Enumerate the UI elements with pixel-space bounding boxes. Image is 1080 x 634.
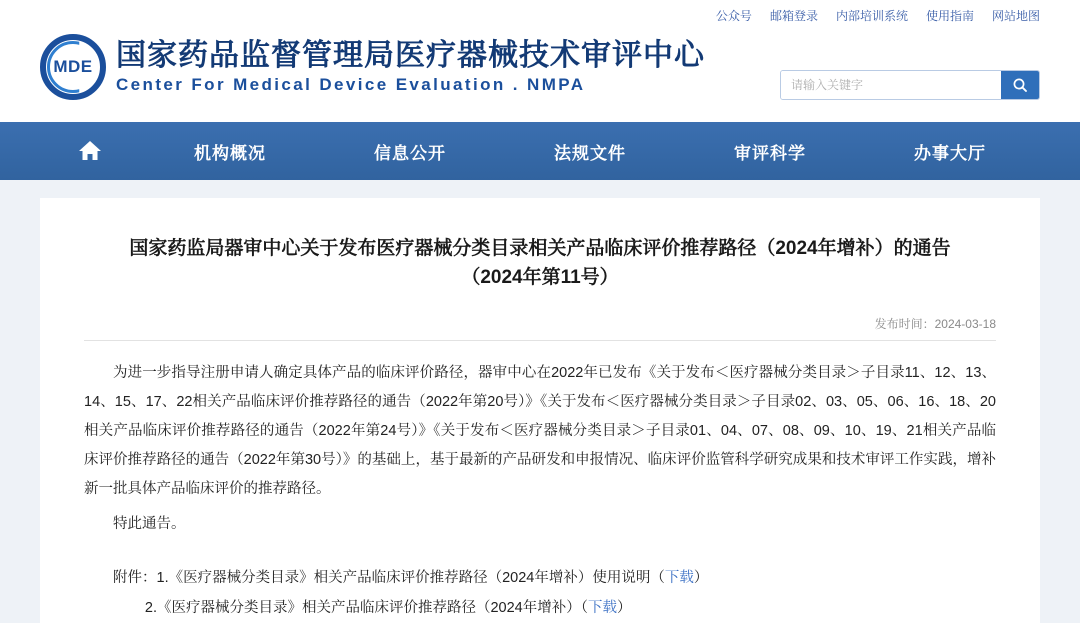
publish-date: 2024-03-18	[934, 316, 996, 331]
page-title-line2: （2024年第11号）	[461, 267, 619, 289]
article-paragraph-1: 为进一步指导注册申请人确定具体产品的临床评价路径，器审中心在2022年已发布《关于发布＜医疗器械分类目录＞子目录11、12、13、14、15、17、22相关产品临床评价推荐路径的通告（2022年第20号）》《关于发布＜医疗器械分类目录＞子目录02、03、05、06、16、18、20相关产品临床评价推荐路径的通告（2022年第24号）》《关于发布＜医疗器械分类目录＞子目录01、04、07、08、09、10、19、21相关产品临床评价推荐路径的通告（2022年第30号）》的基础上，基于最新的产品研发和申报情况、临床评价监管科学研究成果和技术审评工作实践，增补新一批具体产品临床评价的推荐路径。	[84, 364, 996, 497]
article-card	[40, 198, 1040, 634]
attachment-2-title: 《医疗器械分类目录》相关产品临床评价推荐路径（2024年增补）	[156, 600, 581, 617]
nav-items	[140, 139, 1040, 164]
search-input[interactable]	[781, 71, 1001, 99]
page-title	[94, 234, 986, 293]
article-paragraph-2: 特此通告。	[113, 515, 186, 532]
home-icon	[77, 139, 103, 163]
top-link-user-guide[interactable]: 使用指南	[925, 8, 974, 23]
site-title-en: Center For Medical Device Evaluation . NMPA	[116, 74, 586, 94]
site-title-block	[116, 38, 705, 96]
attachment-1-download-link[interactable]: 下载	[664, 569, 694, 586]
site-header	[0, 26, 1080, 122]
search-box	[780, 70, 1040, 100]
top-link-wechat[interactable]: 公众号	[715, 8, 752, 23]
search-button[interactable]	[1001, 71, 1039, 99]
nav-item-review-science[interactable]: 审评科学	[734, 143, 806, 163]
attachment-row-2	[84, 593, 996, 623]
nav-item-service-hall[interactable]: 办事大厅	[914, 143, 986, 163]
search-icon	[1012, 77, 1028, 93]
attachment-row-1	[84, 563, 996, 593]
nav-item-information-disclosure[interactable]: 信息公开	[374, 143, 446, 163]
publish-meta	[84, 315, 996, 341]
logo-mark-text: MDE	[53, 57, 93, 76]
article-body	[84, 359, 996, 539]
page-background	[0, 180, 1080, 623]
publish-label: 发布时间：	[874, 316, 935, 331]
top-utility-bar	[0, 0, 1080, 26]
top-link-sitemap[interactable]: 网站地图	[991, 8, 1040, 23]
nav-item-regulations[interactable]: 法规文件	[554, 143, 626, 163]
attachment-2-paren-open: （	[580, 600, 588, 617]
site-title-cn: 国家药品监督管理局医疗器械技术审评中心	[116, 38, 705, 72]
attachment-1-index: 1.	[156, 569, 169, 586]
attachment-2-download-link[interactable]: 下载	[588, 600, 617, 617]
attachment-1-paren-close: ）	[693, 569, 709, 586]
attachments-label: 附件：	[113, 569, 157, 586]
top-link-mail-login[interactable]: 邮箱登录	[769, 8, 818, 23]
attachment-1-paren-open: （	[650, 569, 665, 586]
attachment-2-paren-close: ）	[617, 600, 632, 617]
nav-item-institution[interactable]: 机构概况	[194, 143, 266, 163]
main-nav	[0, 122, 1080, 180]
attachment-2-index: 2.	[144, 600, 157, 617]
nav-home-button[interactable]	[40, 139, 140, 163]
cmde-logo-icon	[40, 34, 106, 100]
attachment-1-title: 《医疗器械分类目录》相关产品临床评价推荐路径（2024年增补）使用说明	[168, 569, 651, 586]
page-title-line1: 国家药监局器审中心关于发布医疗器械分类目录相关产品临床评价推荐路径（2024年增补）的通告	[129, 238, 951, 259]
site-logo[interactable]	[40, 34, 705, 100]
top-link-internal-training[interactable]: 内部培训系统	[835, 8, 908, 23]
attachments-block	[84, 563, 996, 624]
